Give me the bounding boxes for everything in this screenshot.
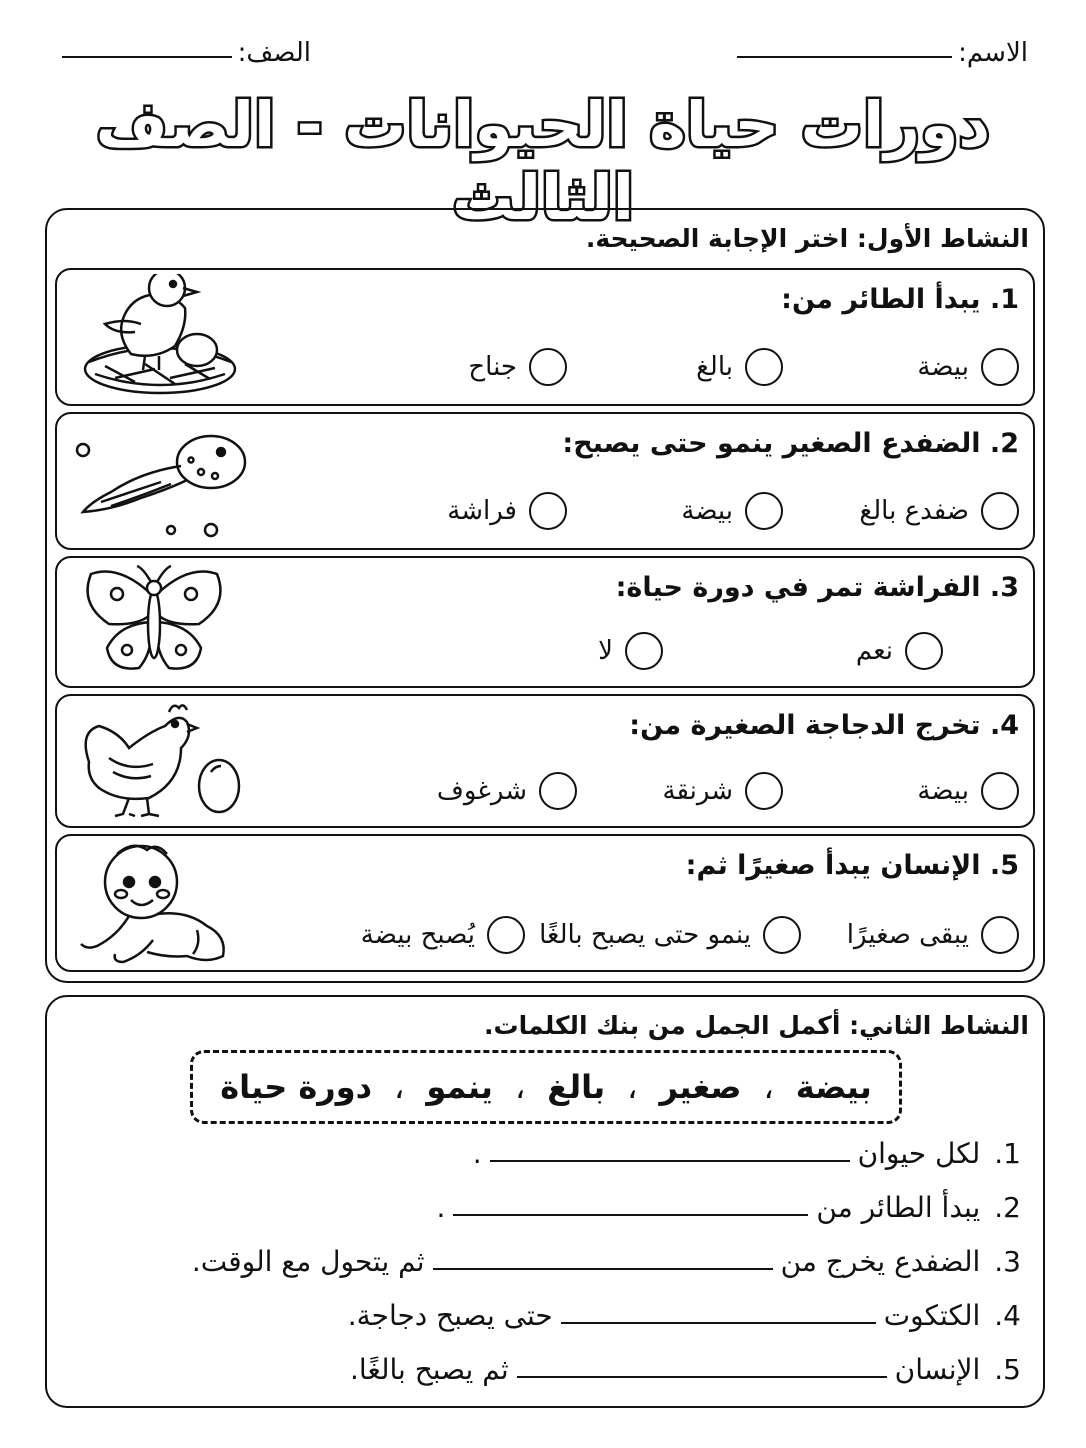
option-label: شرغوف — [436, 776, 527, 806]
option-label: بيضة — [917, 352, 969, 382]
sentence-before: الإنسان — [894, 1353, 981, 1386]
radio-circle[interactable] — [745, 772, 783, 810]
sentence-4 — [348, 1299, 1021, 1332]
sentence-3 — [192, 1245, 1021, 1278]
option-1b[interactable] — [696, 348, 783, 386]
answer-blank[interactable] — [453, 1212, 808, 1216]
radio-circle[interactable] — [981, 772, 1019, 810]
option-label: ينمو حتى يصبح بالغًا — [539, 920, 751, 950]
name-label: الاسم: — [958, 38, 1028, 68]
option-label: نعم — [855, 636, 893, 666]
option-1c[interactable] — [468, 348, 567, 386]
option-label: فراشة — [447, 496, 517, 526]
word-bank — [190, 1050, 902, 1124]
question-text: 2. الضفدع الصغير ينمو حتى يصبح: — [562, 428, 1019, 459]
radio-circle[interactable] — [625, 632, 663, 670]
option-label: يبقى صغيرًا — [846, 920, 969, 950]
sentence-number: 3. — [994, 1245, 1021, 1278]
sentence-after: ثم يتحول مع الوقت. — [191, 1245, 425, 1278]
bird-nest-icon — [75, 274, 245, 408]
butterfly-icon — [79, 564, 229, 686]
sentence-number: 1. — [994, 1137, 1021, 1170]
option-2b[interactable] — [681, 492, 783, 530]
word-separator: ، — [514, 1068, 526, 1106]
answer-blank[interactable] — [517, 1374, 887, 1378]
word-separator: ، — [627, 1068, 638, 1106]
option-label: بيضة — [681, 496, 733, 526]
option-label: شرنقة — [662, 776, 733, 806]
answer-blank[interactable] — [490, 1158, 850, 1162]
activity-1-section — [45, 208, 1045, 983]
name-blank[interactable] — [737, 54, 952, 58]
option-1a[interactable] — [917, 348, 1019, 386]
question-text: 5. الإنسان يبدأ صغيرًا ثم: — [685, 850, 1019, 881]
option-label: يُصبح بيضة — [360, 920, 475, 950]
option-5c[interactable] — [361, 916, 525, 954]
radio-circle[interactable] — [981, 348, 1019, 386]
sentence-after: . — [436, 1191, 446, 1224]
question-text: 1. يبدأ الطائر من: — [781, 284, 1019, 315]
option-label: لا — [598, 636, 613, 666]
option-4a[interactable] — [917, 772, 1019, 810]
radio-circle[interactable] — [529, 348, 567, 386]
question-3 — [55, 556, 1035, 688]
question-1 — [55, 268, 1035, 406]
option-4c[interactable] — [437, 772, 577, 810]
option-3b[interactable] — [598, 632, 663, 670]
answer-blank[interactable] — [561, 1320, 876, 1324]
option-4b[interactable] — [663, 772, 783, 810]
question-text: 3. الفراشة تمر في دورة حياة: — [615, 572, 1019, 603]
question-text: 4. تخرج الدجاجة الصغيرة من: — [629, 710, 1019, 741]
question-5 — [55, 834, 1035, 972]
radio-circle[interactable] — [905, 632, 943, 670]
radio-circle[interactable] — [745, 492, 783, 530]
sentence-number: 4. — [994, 1299, 1021, 1332]
sentence-before: الضفدع يخرج من — [780, 1245, 981, 1278]
option-label: بيضة — [917, 776, 969, 806]
sentence-before: يبدأ الطائر من — [816, 1191, 981, 1224]
sentence-after: ثم يصبح بالغًا. — [350, 1353, 509, 1386]
sentence-number: 5. — [994, 1353, 1021, 1386]
option-3a[interactable] — [856, 632, 943, 670]
option-2c[interactable] — [447, 492, 567, 530]
word-bank-item: بالغ — [547, 1068, 606, 1106]
radio-circle[interactable] — [529, 492, 567, 530]
answer-blank[interactable] — [433, 1266, 773, 1270]
radio-circle[interactable] — [487, 916, 525, 954]
sentence-after: . — [472, 1137, 482, 1170]
baby-icon — [77, 840, 247, 974]
sentence-before: الكتكوت — [883, 1299, 981, 1332]
word-separator: ، — [763, 1068, 774, 1106]
radio-circle[interactable] — [745, 348, 783, 386]
sentence-1 — [473, 1137, 1021, 1170]
word-bank-item: دورة حياة — [220, 1068, 373, 1106]
class-field[interactable] — [56, 28, 311, 68]
tadpole-icon — [71, 422, 251, 546]
hen-egg-icon — [69, 702, 249, 826]
word-bank-item: صغير — [659, 1068, 742, 1106]
option-2a[interactable] — [859, 492, 1019, 530]
word-bank-item: بيضة — [795, 1068, 872, 1106]
page-title: دورات حياة الحيوانات - الصف الثالث — [95, 88, 991, 234]
question-4 — [55, 694, 1035, 828]
sentence-2 — [436, 1191, 1021, 1224]
question-2 — [55, 412, 1035, 550]
class-label: الصف: — [237, 38, 311, 68]
activity-2-section — [45, 995, 1045, 1408]
option-label: جناح — [468, 352, 517, 382]
activity-1-heading: النشاط الأول: اختر الإجابة الصحيحة. — [585, 224, 1029, 253]
option-5a[interactable] — [847, 916, 1019, 954]
option-label: ضفدع بالغ — [859, 496, 969, 526]
activity-2-heading: النشاط الثاني: أكمل الجمل من بنك الكلمات. — [484, 1011, 1029, 1040]
sentence-after: حتى يصبح دجاجة. — [347, 1299, 553, 1332]
option-label: بالغ — [696, 352, 733, 382]
sentence-before: لكل حيوان — [857, 1137, 981, 1170]
radio-circle[interactable] — [539, 772, 577, 810]
radio-circle[interactable] — [981, 492, 1019, 530]
word-separator: ، — [394, 1068, 405, 1106]
radio-circle[interactable] — [763, 916, 801, 954]
sentence-5 — [350, 1353, 1021, 1386]
option-5b[interactable] — [539, 916, 801, 954]
class-blank[interactable] — [62, 54, 232, 58]
name-field[interactable] — [731, 28, 1028, 68]
radio-circle[interactable] — [981, 916, 1019, 954]
word-bank-item: ينمو — [426, 1068, 493, 1106]
sentence-number: 2. — [994, 1191, 1021, 1224]
